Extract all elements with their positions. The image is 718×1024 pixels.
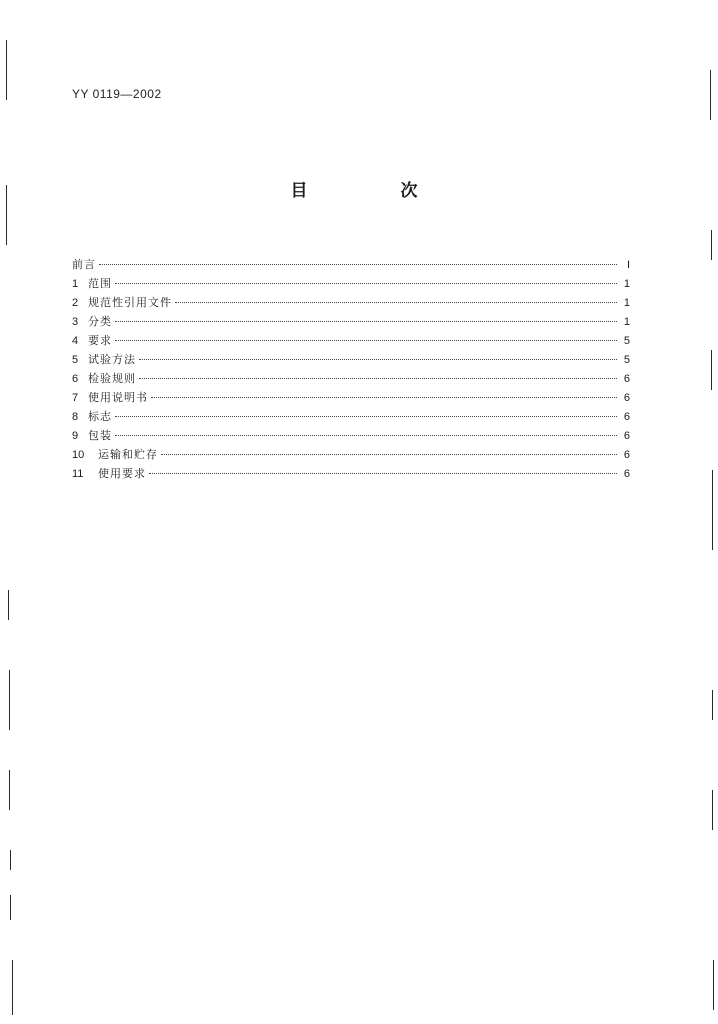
toc-entry-label: 检验规则 [88, 372, 136, 385]
toc-entry-inspection-rules[interactable] [72, 369, 630, 388]
toc-leader-dots [139, 378, 617, 379]
toc-entry-number: 6 [72, 373, 79, 385]
scan-edge-mark [6, 40, 7, 100]
toc-entry-number: 3 [72, 316, 79, 328]
toc-entry-classification[interactable] [72, 312, 630, 331]
toc-entry-label: 范围 [88, 277, 112, 290]
toc-entry-number: 1 [72, 278, 79, 290]
page-title: 目 次 [290, 181, 456, 201]
toc-entry-page: 6 [623, 449, 630, 461]
toc-leader-dots [115, 321, 617, 322]
toc-leader-dots [175, 302, 617, 303]
toc-entry-label: 前言 [72, 258, 96, 271]
toc-leader-dots [161, 454, 617, 455]
scan-edge-mark [10, 850, 11, 870]
toc-entry-label: 标志 [88, 410, 112, 423]
scan-edge-mark [712, 690, 713, 720]
toc-leader-dots [149, 473, 617, 474]
toc-entry-foreword[interactable] [72, 255, 630, 274]
toc-entry-label: 规范性引用文件 [88, 296, 172, 309]
standard-code: YY 0119—2002 [72, 87, 162, 101]
toc-entry-marking[interactable] [72, 407, 630, 426]
toc-leader-dots [115, 416, 617, 417]
toc-entry-label: 分类 [88, 315, 112, 328]
toc-entry-page: 1 [623, 278, 630, 290]
scan-edge-mark [8, 590, 9, 620]
toc-entry-page: 6 [623, 411, 630, 423]
scan-edge-mark [711, 350, 712, 390]
scan-edge-mark [713, 960, 714, 1010]
scan-edge-mark [9, 770, 10, 810]
scan-edge-mark [12, 960, 13, 1015]
toc-entry-page: 6 [623, 430, 630, 442]
toc-entry-page: 6 [623, 468, 630, 480]
toc-entry-requirements[interactable] [72, 331, 630, 350]
toc-entry-label: 使用要求 [98, 467, 146, 480]
toc-entry-number: 8 [72, 411, 79, 423]
toc-entry-label: 要求 [88, 334, 112, 347]
toc-entry-scope[interactable] [72, 274, 630, 293]
toc-entry-page: 6 [623, 392, 630, 404]
scan-edge-mark [10, 895, 11, 920]
toc-leader-dots [151, 397, 617, 398]
toc-entry-label: 运输和贮存 [98, 448, 158, 461]
toc-entry-label: 包装 [88, 429, 112, 442]
toc-leader-dots [139, 359, 617, 360]
toc-leader-dots [115, 283, 617, 284]
toc-leader-dots [115, 340, 617, 341]
scan-edge-mark [712, 790, 713, 830]
toc-entry-page: I [626, 259, 630, 271]
scan-edge-mark [711, 230, 712, 260]
toc-entry-label: 使用说明书 [88, 391, 148, 404]
toc-entry-instructions-for-use[interactable] [72, 388, 630, 407]
toc-entry-packaging[interactable] [72, 426, 630, 445]
toc-entry-label: 试验方法 [88, 353, 136, 366]
toc-entry-page: 1 [623, 316, 630, 328]
toc-entry-usage-requirements[interactable] [72, 464, 630, 483]
scan-edge-mark [712, 470, 713, 550]
toc-entry-number: 4 [72, 335, 79, 347]
table-of-contents [72, 255, 630, 483]
toc-entry-normative-references[interactable] [72, 293, 630, 312]
scan-edge-mark [710, 70, 711, 120]
toc-entry-test-methods[interactable] [72, 350, 630, 369]
toc-leader-dots [99, 264, 617, 265]
toc-entry-number: 9 [72, 430, 79, 442]
toc-entry-page: 5 [623, 354, 630, 366]
toc-entry-number: 7 [72, 392, 79, 404]
toc-entry-page: 5 [623, 335, 630, 347]
toc-leader-dots [115, 435, 617, 436]
toc-entry-number: 5 [72, 354, 79, 366]
toc-entry-page: 1 [623, 297, 630, 309]
toc-entry-number: 10 [72, 449, 85, 461]
toc-entry-transport-and-storage[interactable] [72, 445, 630, 464]
toc-entry-number: 11 [72, 468, 84, 480]
toc-entry-number: 2 [72, 297, 79, 309]
toc-entry-page: 6 [623, 373, 630, 385]
scan-edge-mark [9, 670, 10, 730]
